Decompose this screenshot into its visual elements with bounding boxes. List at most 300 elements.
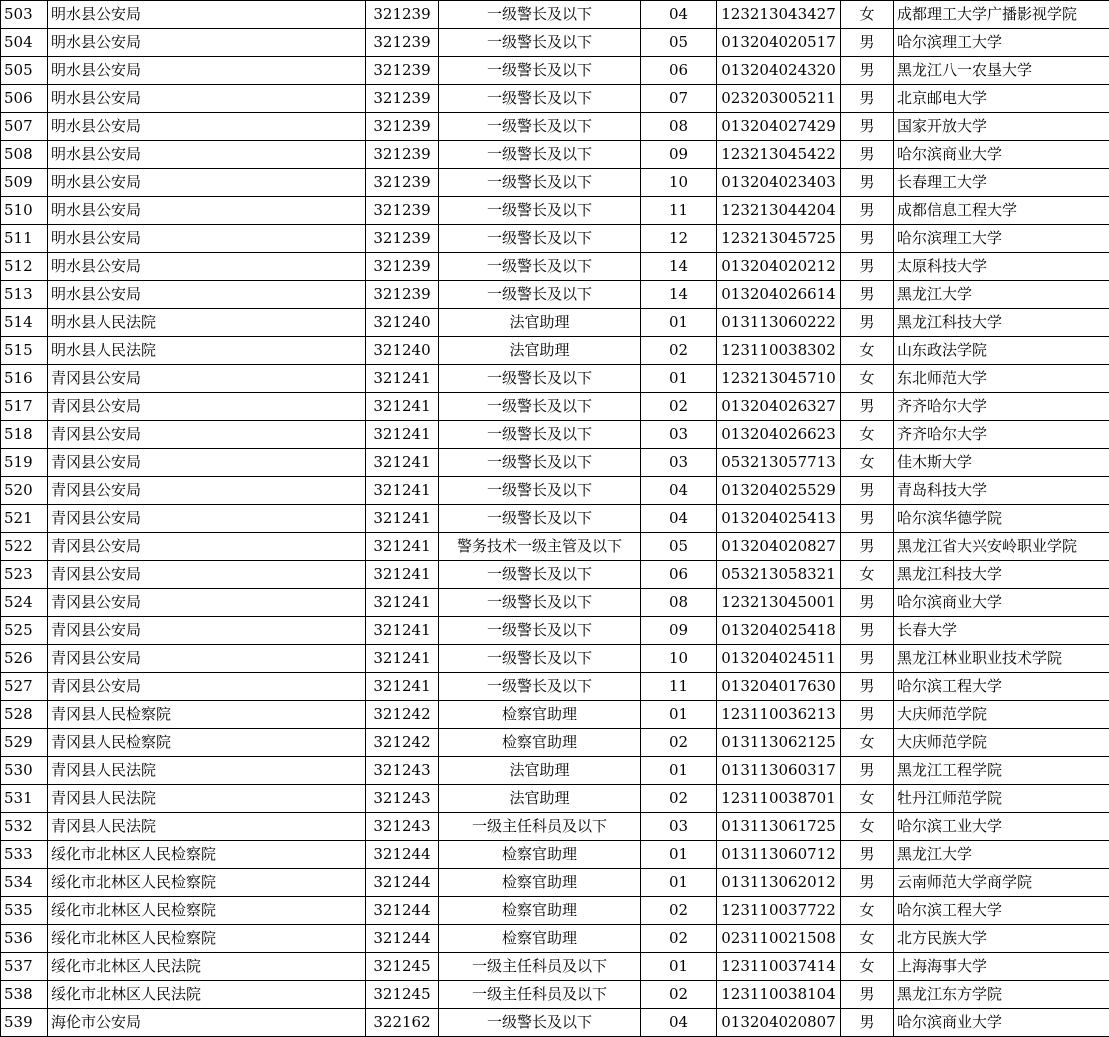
position-title-cell: 一级警长及以下	[439, 1, 641, 29]
exam-id-cell: 013204026623	[717, 421, 841, 449]
table-row	[1, 645, 1109, 673]
gender-cell: 男	[841, 533, 894, 561]
position-number-cell: 02	[641, 393, 717, 421]
school-cell: 黑龙江科技大学	[894, 561, 1109, 589]
position-code-cell: 321240	[366, 337, 439, 365]
gender-cell: 男	[841, 85, 894, 113]
exam-id-cell: 123213045001	[717, 589, 841, 617]
seq-cell: 537	[1, 953, 48, 981]
unit-cell: 海伦市公安局	[48, 1009, 366, 1037]
unit-cell: 明水县公安局	[48, 57, 366, 85]
position-code-cell: 321242	[366, 701, 439, 729]
position-title-cell: 一级警长及以下	[439, 281, 641, 309]
position-title-cell: 警务技术一级主管及以下	[439, 533, 641, 561]
position-number-cell: 01	[641, 953, 717, 981]
seq-cell: 527	[1, 673, 48, 701]
position-number-cell: 02	[641, 785, 717, 813]
position-title-cell: 一级警长及以下	[439, 29, 641, 57]
gender-cell: 女	[841, 729, 894, 757]
exam-id-cell: 123213043427	[717, 1, 841, 29]
position-number-cell: 12	[641, 225, 717, 253]
exam-id-cell: 013113060712	[717, 841, 841, 869]
unit-cell: 青冈县公安局	[48, 365, 366, 393]
gender-cell: 男	[841, 841, 894, 869]
position-code-cell: 321243	[366, 813, 439, 841]
position-code-cell: 321239	[366, 85, 439, 113]
school-cell: 哈尔滨理工大学	[894, 29, 1109, 57]
seq-cell: 510	[1, 197, 48, 225]
school-cell: 长春理工大学	[894, 169, 1109, 197]
position-number-cell: 03	[641, 813, 717, 841]
position-title-cell: 一级警长及以下	[439, 673, 641, 701]
table-row	[1, 365, 1109, 393]
unit-cell: 青冈县人民法院	[48, 785, 366, 813]
school-cell: 牡丹江师范学院	[894, 785, 1109, 813]
unit-cell: 青冈县人民法院	[48, 757, 366, 785]
position-title-cell: 一级警长及以下	[439, 113, 641, 141]
seq-cell: 516	[1, 365, 48, 393]
position-code-cell: 321241	[366, 505, 439, 533]
exam-id-cell: 123110038302	[717, 337, 841, 365]
exam-id-cell: 123213044204	[717, 197, 841, 225]
unit-cell: 青冈县公安局	[48, 477, 366, 505]
school-cell: 大庆师范学院	[894, 729, 1109, 757]
position-number-cell: 11	[641, 197, 717, 225]
table-row	[1, 337, 1109, 365]
seq-cell: 526	[1, 645, 48, 673]
position-number-cell: 09	[641, 141, 717, 169]
unit-cell: 青冈县人民检察院	[48, 729, 366, 757]
position-title-cell: 一级警长及以下	[439, 393, 641, 421]
school-cell: 上海海事大学	[894, 953, 1109, 981]
position-number-cell: 07	[641, 85, 717, 113]
school-cell: 黑龙江东方学院	[894, 981, 1109, 1009]
exam-id-cell: 013113062125	[717, 729, 841, 757]
position-title-cell: 一级警长及以下	[439, 505, 641, 533]
gender-cell: 男	[841, 869, 894, 897]
position-title-cell: 一级警长及以下	[439, 85, 641, 113]
position-title-cell: 一级主任科员及以下	[439, 981, 641, 1009]
position-code-cell: 321241	[366, 477, 439, 505]
seq-cell: 509	[1, 169, 48, 197]
exam-id-cell: 013113062012	[717, 869, 841, 897]
position-title-cell: 法官助理	[439, 309, 641, 337]
seq-cell: 518	[1, 421, 48, 449]
unit-cell: 青冈县公安局	[48, 617, 366, 645]
exam-id-cell: 123110038104	[717, 981, 841, 1009]
position-number-cell: 02	[641, 981, 717, 1009]
position-code-cell: 321241	[366, 617, 439, 645]
exam-id-cell: 013204020827	[717, 533, 841, 561]
school-cell: 哈尔滨工业大学	[894, 813, 1109, 841]
table-row	[1, 897, 1109, 925]
table-row	[1, 701, 1109, 729]
unit-cell: 青冈县人民法院	[48, 813, 366, 841]
exam-id-cell: 013204023403	[717, 169, 841, 197]
position-title-cell: 一级警长及以下	[439, 617, 641, 645]
seq-cell: 531	[1, 785, 48, 813]
unit-cell: 青冈县公安局	[48, 421, 366, 449]
position-title-cell: 检察官助理	[439, 701, 641, 729]
school-cell: 黑龙江省大兴安岭职业学院	[894, 533, 1109, 561]
gender-cell: 女	[841, 953, 894, 981]
table-row	[1, 561, 1109, 589]
position-number-cell: 02	[641, 925, 717, 953]
unit-cell: 明水县公安局	[48, 197, 366, 225]
position-code-cell: 321239	[366, 29, 439, 57]
position-title-cell: 检察官助理	[439, 841, 641, 869]
unit-cell: 明水县公安局	[48, 225, 366, 253]
school-cell: 黑龙江大学	[894, 281, 1109, 309]
position-number-cell: 01	[641, 869, 717, 897]
table-row	[1, 841, 1109, 869]
exam-id-cell: 123213045422	[717, 141, 841, 169]
table-row	[1, 505, 1109, 533]
gender-cell: 男	[841, 197, 894, 225]
table-row	[1, 281, 1109, 309]
seq-cell: 528	[1, 701, 48, 729]
table-row	[1, 953, 1109, 981]
position-title-cell: 一级警长及以下	[439, 1009, 641, 1037]
position-number-cell: 06	[641, 57, 717, 85]
position-code-cell: 322162	[366, 1009, 439, 1037]
position-title-cell: 一级警长及以下	[439, 449, 641, 477]
unit-cell: 绥化市北林区人民检察院	[48, 897, 366, 925]
position-code-cell: 321239	[366, 225, 439, 253]
position-code-cell: 321241	[366, 673, 439, 701]
position-title-cell: 一级警长及以下	[439, 561, 641, 589]
exam-id-cell: 123110037414	[717, 953, 841, 981]
gender-cell: 男	[841, 29, 894, 57]
gender-cell: 男	[841, 589, 894, 617]
position-code-cell: 321243	[366, 757, 439, 785]
position-number-cell: 04	[641, 505, 717, 533]
gender-cell: 女	[841, 449, 894, 477]
seq-cell: 511	[1, 225, 48, 253]
table-row	[1, 1009, 1109, 1037]
position-title-cell: 一级警长及以下	[439, 253, 641, 281]
table-row	[1, 85, 1109, 113]
position-title-cell: 一级主任科员及以下	[439, 953, 641, 981]
exam-id-cell: 013204025529	[717, 477, 841, 505]
exam-id-cell: 013204020517	[717, 29, 841, 57]
school-cell: 黑龙江工程学院	[894, 757, 1109, 785]
gender-cell: 女	[841, 365, 894, 393]
position-title-cell: 法官助理	[439, 785, 641, 813]
school-cell: 国家开放大学	[894, 113, 1109, 141]
unit-cell: 青冈县公安局	[48, 645, 366, 673]
position-code-cell: 321241	[366, 449, 439, 477]
unit-cell: 青冈县公安局	[48, 589, 366, 617]
unit-cell: 绥化市北林区人民检察院	[48, 869, 366, 897]
unit-cell: 明水县公安局	[48, 169, 366, 197]
seq-cell: 508	[1, 141, 48, 169]
school-cell: 山东政法学院	[894, 337, 1109, 365]
gender-cell: 男	[841, 673, 894, 701]
position-title-cell: 一级警长及以下	[439, 57, 641, 85]
position-number-cell: 04	[641, 1009, 717, 1037]
position-title-cell: 检察官助理	[439, 925, 641, 953]
school-cell: 哈尔滨商业大学	[894, 1009, 1109, 1037]
school-cell: 黑龙江大学	[894, 841, 1109, 869]
school-cell: 哈尔滨工程大学	[894, 897, 1109, 925]
exam-id-cell: 013204024511	[717, 645, 841, 673]
table-row	[1, 981, 1109, 1009]
gender-cell: 男	[841, 281, 894, 309]
table-row	[1, 813, 1109, 841]
seq-cell: 513	[1, 281, 48, 309]
school-cell: 黑龙江林业职业技术学院	[894, 645, 1109, 673]
gender-cell: 男	[841, 309, 894, 337]
position-number-cell: 11	[641, 673, 717, 701]
seq-cell: 505	[1, 57, 48, 85]
position-number-cell: 14	[641, 281, 717, 309]
school-cell: 哈尔滨华德学院	[894, 505, 1109, 533]
position-number-cell: 08	[641, 113, 717, 141]
position-code-cell: 321245	[366, 953, 439, 981]
school-cell: 青岛科技大学	[894, 477, 1109, 505]
position-number-cell: 01	[641, 309, 717, 337]
table-row	[1, 869, 1109, 897]
table-row	[1, 393, 1109, 421]
position-number-cell: 05	[641, 29, 717, 57]
unit-cell: 绥化市北林区人民法院	[48, 953, 366, 981]
table-row	[1, 169, 1109, 197]
exam-id-cell: 123213045710	[717, 365, 841, 393]
position-title-cell: 一级警长及以下	[439, 589, 641, 617]
unit-cell: 青冈县公安局	[48, 505, 366, 533]
school-cell: 哈尔滨商业大学	[894, 141, 1109, 169]
exam-id-cell: 123110037722	[717, 897, 841, 925]
school-cell: 哈尔滨理工大学	[894, 225, 1109, 253]
gender-cell: 女	[841, 561, 894, 589]
table-row	[1, 477, 1109, 505]
seq-cell: 532	[1, 813, 48, 841]
school-cell: 黑龙江科技大学	[894, 309, 1109, 337]
school-cell: 长春大学	[894, 617, 1109, 645]
gender-cell: 男	[841, 253, 894, 281]
gender-cell: 男	[841, 393, 894, 421]
school-cell: 哈尔滨商业大学	[894, 589, 1109, 617]
position-title-cell: 一级警长及以下	[439, 169, 641, 197]
seq-cell: 519	[1, 449, 48, 477]
seq-cell: 515	[1, 337, 48, 365]
exam-id-cell: 123110036213	[717, 701, 841, 729]
unit-cell: 绥化市北林区人民法院	[48, 981, 366, 1009]
seq-cell: 514	[1, 309, 48, 337]
school-cell: 佳木斯大学	[894, 449, 1109, 477]
position-code-cell: 321244	[366, 925, 439, 953]
seq-cell: 525	[1, 617, 48, 645]
gender-cell: 女	[841, 785, 894, 813]
table-row	[1, 197, 1109, 225]
unit-cell: 青冈县公安局	[48, 561, 366, 589]
position-number-cell: 01	[641, 841, 717, 869]
table-row	[1, 757, 1109, 785]
unit-cell: 青冈县公安局	[48, 673, 366, 701]
position-number-cell: 04	[641, 477, 717, 505]
table-row	[1, 253, 1109, 281]
table-row	[1, 589, 1109, 617]
seq-cell: 521	[1, 505, 48, 533]
exam-id-cell: 053213057713	[717, 449, 841, 477]
exam-id-cell: 123213045725	[717, 225, 841, 253]
gender-cell: 女	[841, 421, 894, 449]
seq-cell: 539	[1, 1009, 48, 1037]
table-row	[1, 449, 1109, 477]
gender-cell: 男	[841, 1009, 894, 1037]
position-number-cell: 10	[641, 169, 717, 197]
gender-cell: 男	[841, 225, 894, 253]
position-title-cell: 检察官助理	[439, 869, 641, 897]
position-number-cell: 02	[641, 897, 717, 925]
seq-cell: 503	[1, 1, 48, 29]
exam-id-cell: 013204020807	[717, 1009, 841, 1037]
exam-id-cell: 013204020212	[717, 253, 841, 281]
unit-cell: 明水县公安局	[48, 113, 366, 141]
position-code-cell: 321241	[366, 645, 439, 673]
table-row	[1, 925, 1109, 953]
unit-cell: 明水县人民法院	[48, 337, 366, 365]
gender-cell: 男	[841, 701, 894, 729]
school-cell: 黑龙江八一农垦大学	[894, 57, 1109, 85]
school-cell: 太原科技大学	[894, 253, 1109, 281]
exam-id-cell: 013204024320	[717, 57, 841, 85]
table-row	[1, 673, 1109, 701]
position-title-cell: 一级警长及以下	[439, 197, 641, 225]
school-cell: 大庆师范学院	[894, 701, 1109, 729]
unit-cell: 青冈县公安局	[48, 449, 366, 477]
seq-cell: 523	[1, 561, 48, 589]
position-title-cell: 检察官助理	[439, 897, 641, 925]
position-title-cell: 一级主任科员及以下	[439, 813, 641, 841]
seq-cell: 506	[1, 85, 48, 113]
position-code-cell: 321244	[366, 897, 439, 925]
gender-cell: 女	[841, 813, 894, 841]
exam-id-cell: 013204025418	[717, 617, 841, 645]
exam-id-cell: 023110021508	[717, 925, 841, 953]
position-code-cell: 321240	[366, 309, 439, 337]
position-code-cell: 321239	[366, 57, 439, 85]
school-cell: 齐齐哈尔大学	[894, 393, 1109, 421]
gender-cell: 男	[841, 57, 894, 85]
position-code-cell: 321239	[366, 197, 439, 225]
exam-id-cell: 023203005211	[717, 85, 841, 113]
exam-id-cell: 123110038701	[717, 785, 841, 813]
seq-cell: 536	[1, 925, 48, 953]
position-title-cell: 检察官助理	[439, 729, 641, 757]
position-code-cell: 321244	[366, 869, 439, 897]
position-number-cell: 01	[641, 757, 717, 785]
gender-cell: 男	[841, 645, 894, 673]
table-row	[1, 57, 1109, 85]
position-code-cell: 321239	[366, 1, 439, 29]
position-number-cell: 08	[641, 589, 717, 617]
position-number-cell: 01	[641, 365, 717, 393]
position-code-cell: 321239	[366, 113, 439, 141]
position-code-cell: 321245	[366, 981, 439, 1009]
exam-id-cell: 013204025413	[717, 505, 841, 533]
unit-cell: 明水县人民法院	[48, 309, 366, 337]
roster-body	[1, 1, 1109, 1037]
seq-cell: 522	[1, 533, 48, 561]
gender-cell: 女	[841, 1, 894, 29]
gender-cell: 男	[841, 981, 894, 1009]
school-cell: 成都理工大学广播影视学院	[894, 1, 1109, 29]
school-cell: 北方民族大学	[894, 925, 1109, 953]
gender-cell: 女	[841, 897, 894, 925]
table-row	[1, 421, 1109, 449]
position-number-cell: 01	[641, 701, 717, 729]
unit-cell: 明水县公安局	[48, 253, 366, 281]
exam-id-cell: 013113061725	[717, 813, 841, 841]
seq-cell: 504	[1, 29, 48, 57]
gender-cell: 女	[841, 925, 894, 953]
exam-id-cell: 013113060317	[717, 757, 841, 785]
exam-id-cell: 013204017630	[717, 673, 841, 701]
school-cell: 齐齐哈尔大学	[894, 421, 1109, 449]
position-code-cell: 321243	[366, 785, 439, 813]
unit-cell: 明水县公安局	[48, 281, 366, 309]
gender-cell: 男	[841, 505, 894, 533]
school-cell: 成都信息工程大学	[894, 197, 1109, 225]
gender-cell: 男	[841, 169, 894, 197]
position-title-cell: 一级警长及以下	[439, 477, 641, 505]
position-number-cell: 10	[641, 645, 717, 673]
seq-cell: 534	[1, 869, 48, 897]
table-row	[1, 1, 1109, 29]
position-code-cell: 321241	[366, 421, 439, 449]
exam-id-cell: 013113060222	[717, 309, 841, 337]
position-number-cell: 02	[641, 729, 717, 757]
position-number-cell: 05	[641, 533, 717, 561]
position-code-cell: 321239	[366, 253, 439, 281]
table-row	[1, 309, 1109, 337]
position-number-cell: 04	[641, 1, 717, 29]
position-code-cell: 321244	[366, 841, 439, 869]
unit-cell: 明水县公安局	[48, 141, 366, 169]
position-number-cell: 03	[641, 421, 717, 449]
position-title-cell: 一级警长及以下	[439, 225, 641, 253]
table-row	[1, 729, 1109, 757]
unit-cell: 明水县公安局	[48, 29, 366, 57]
position-title-cell: 法官助理	[439, 337, 641, 365]
position-title-cell: 一级警长及以下	[439, 645, 641, 673]
position-number-cell: 03	[641, 449, 717, 477]
school-cell: 北京邮电大学	[894, 85, 1109, 113]
seq-cell: 529	[1, 729, 48, 757]
table-row	[1, 533, 1109, 561]
position-code-cell: 321239	[366, 141, 439, 169]
position-code-cell: 321241	[366, 393, 439, 421]
exam-id-cell: 053213058321	[717, 561, 841, 589]
position-number-cell: 06	[641, 561, 717, 589]
school-cell: 云南师范大学商学院	[894, 869, 1109, 897]
table-row	[1, 113, 1109, 141]
exam-id-cell: 013204026327	[717, 393, 841, 421]
seq-cell: 512	[1, 253, 48, 281]
unit-cell: 青冈县公安局	[48, 393, 366, 421]
exam-id-cell: 013204027429	[717, 113, 841, 141]
position-title-cell: 一级警长及以下	[439, 421, 641, 449]
table-row	[1, 617, 1109, 645]
position-code-cell: 321241	[366, 561, 439, 589]
exam-id-cell: 013204026614	[717, 281, 841, 309]
position-code-cell: 321242	[366, 729, 439, 757]
unit-cell: 绥化市北林区人民检察院	[48, 925, 366, 953]
gender-cell: 男	[841, 757, 894, 785]
position-title-cell: 一级警长及以下	[439, 365, 641, 393]
